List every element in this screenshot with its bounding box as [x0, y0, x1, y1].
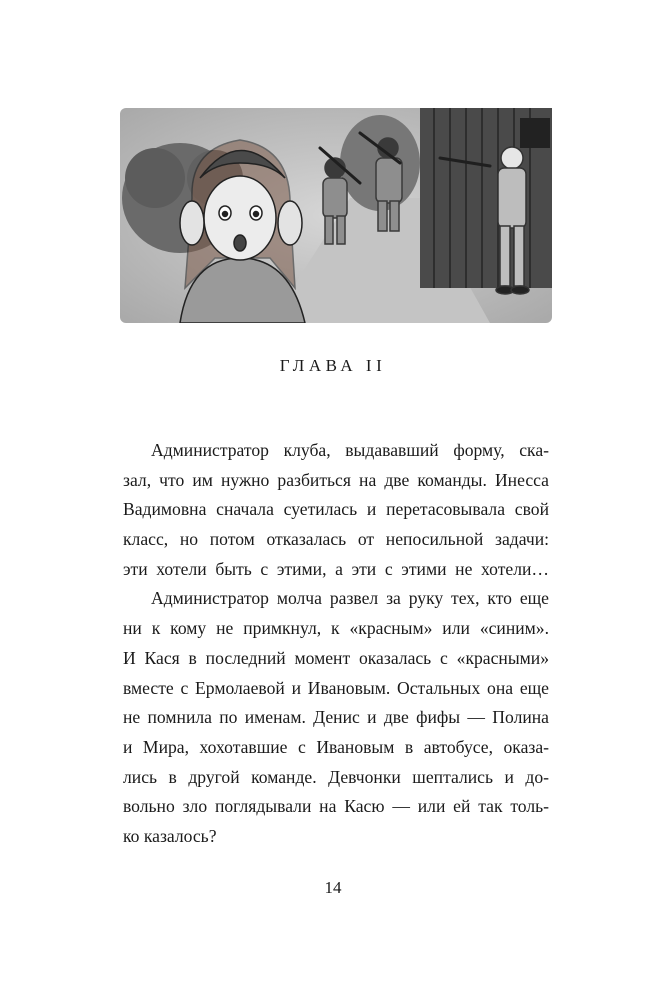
text-line: Администратор молча развел за руку тех, кто еще — [151, 588, 549, 609]
page-number: 14 — [324, 878, 342, 897]
text-line: Администратор клуба, выдававший форму, ска- — [151, 440, 549, 460]
text-line: и Мира, хохотавшие с Ивановым в автобусе, оказа- — [123, 736, 549, 757]
paintball-illustration — [120, 108, 552, 323]
paragraph — [123, 584, 549, 851]
text-line: ни к кому не примкнул, к «красным» или «синим». — [123, 618, 549, 639]
text-line: вместе с Ермолаевой и Ивановым. Остальных она еще — [123, 677, 549, 698]
paragraph — [123, 436, 549, 584]
text-line: лись в другой команде. Девчонки шептались и до- — [123, 766, 549, 787]
text-line: класс, но потом отказалась от непосильной задачи: — [123, 529, 549, 550]
text-line: И Кася в последний момент оказалась с «красными» — [123, 647, 549, 668]
text-line: Вадимовна сначала суетилась и перетасовывала свой — [123, 499, 549, 520]
text-line: ко казалось? — [123, 825, 217, 846]
body-text — [123, 436, 549, 852]
chapter-illustration — [120, 108, 552, 323]
text-line: зал, что им нужно разбиться на две команды. Инесса — [123, 469, 549, 490]
chapter-title: ГЛАВА II — [279, 356, 387, 375]
text-line: вольно зло поглядывали на Касю — или ей так толь- — [123, 796, 549, 817]
text-line: эти хотели быть с этими, а эти с этими не хотели… — [123, 558, 549, 579]
text-line: не помнила по именам. Денис и две фифы — Полина — [123, 707, 549, 728]
